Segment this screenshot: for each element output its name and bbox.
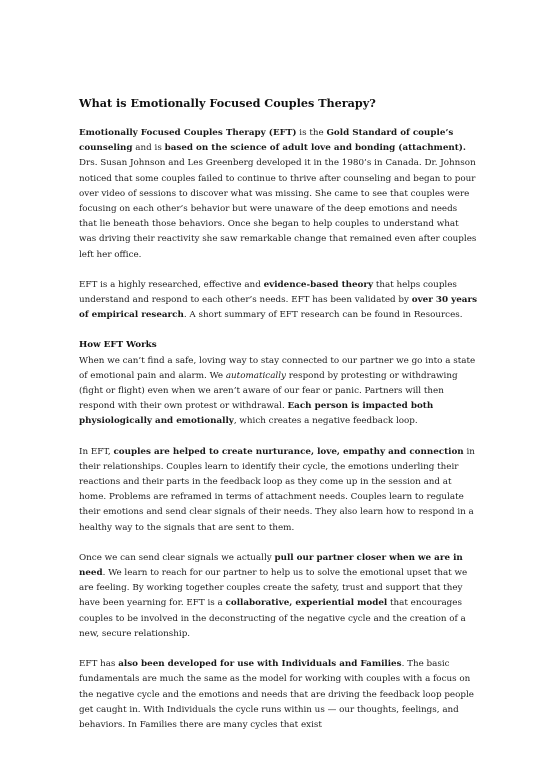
intro-paragraph [79, 126, 477, 263]
text-run: . A short summary of EFT research can be found in Resources. [183, 310, 463, 321]
text-run: . We learn to reach for our partner to help us to solve the emotional upset that we are feeling. By working together couples create the safety, trust and support that they have been yearning for. EFT is a [79, 568, 468, 609]
text-run: and is [132, 143, 165, 154]
text-run: EFT is a highly researched, effective and [79, 279, 264, 290]
evidence-paragraph [79, 278, 477, 324]
bold-text: Emotionally Focused Couples Therapy (EFT) [79, 128, 297, 138]
text-run: In EFT, [79, 446, 114, 457]
text-run: Drs. Susan Johnson and Les Greenberg developed it in the 1980’s in Canada. Dr. Johnson noticed that some couples failed to continue to thrive after counseling and began to pour over video of sessions to discover what was missing. She came to see that couples were focusing on each other’s behavior but were unaware of the deep emotions and needs that lie beneath those behaviors. Once she began to help couples to understand what was driving their reactivity she saw remarkable change that remained even after couples left her office. [79, 158, 477, 260]
text-run: When we can’t find a safe, loving way to stay connected to our partner we go into a state of emotional pain and alarm. We [79, 355, 476, 381]
signals-paragraph [79, 551, 477, 642]
text-run: , which creates a negative feedback loop. [233, 416, 418, 427]
bold-text: pull our partner closer when we are in need [79, 552, 463, 579]
bold-text: also been developed for use with Individuals and Families [118, 659, 402, 670]
text-run: in their relationships. Couples learn to identify their cycle, the emotions underling their reactions and their parts in the feedback loop as they come up in the session and at home. Problems are reframed in terms of attachment needs. Couples learn to regulate their emotions and send clear signals of their needs. They also learn how to respond in a healthy way to the signals that are sent to them. [79, 446, 475, 533]
bold-text: collaborative, experiential model [225, 598, 388, 609]
page-title: What is Emotionally Focused Couples Therapy? [79, 96, 376, 110]
individuals-families-paragraph [79, 657, 477, 733]
text-run: is the [296, 128, 327, 138]
cycle-paragraph [79, 354, 477, 430]
text-run: EFT has [79, 659, 119, 670]
italic-text: automatically [225, 370, 286, 381]
nurturance-paragraph [79, 445, 477, 536]
text-run: that helps couples understand and respond to each other’s needs. EFT has been validated by [79, 279, 457, 306]
text-run: respond by protesting or withdrawing (fight or flight) even when we aren’t aware of our fear or panic. Partners will then respond with their own protest or withdrawal. [79, 370, 458, 412]
document-body [79, 96, 477, 733]
bold-text: Gold Standard of couple’s counseling [79, 128, 454, 154]
bold-text: based on the science of adult love and bonding (attachment). [164, 143, 466, 154]
text-run: that encourages couples to be involved in the deconstructing of the negative cycle and the creation of a new, secure relationship. [79, 598, 466, 639]
text-run: . The basic fundamentals are much the same as the model for working with couples with a focus on the negative cycle and the emotions and needs that are driving the feedback loop people get caught in. With Individuals the cycle runs within us — our thoughts, feelings, and behaviors. In Families there are many cycles that exist [79, 659, 474, 730]
bold-text: over 30 years of empirical research [79, 295, 477, 321]
section-heading: How EFT Works [79, 340, 157, 351]
bold-text: Each person is impacted both physiologically and emotionally [79, 401, 434, 427]
text-run: Once we can send clear signals we actually [79, 552, 275, 563]
bold-text: evidence-based theory [263, 279, 374, 290]
bold-text: couples are helped to create nurturance, love, empathy and connection [113, 446, 464, 457]
